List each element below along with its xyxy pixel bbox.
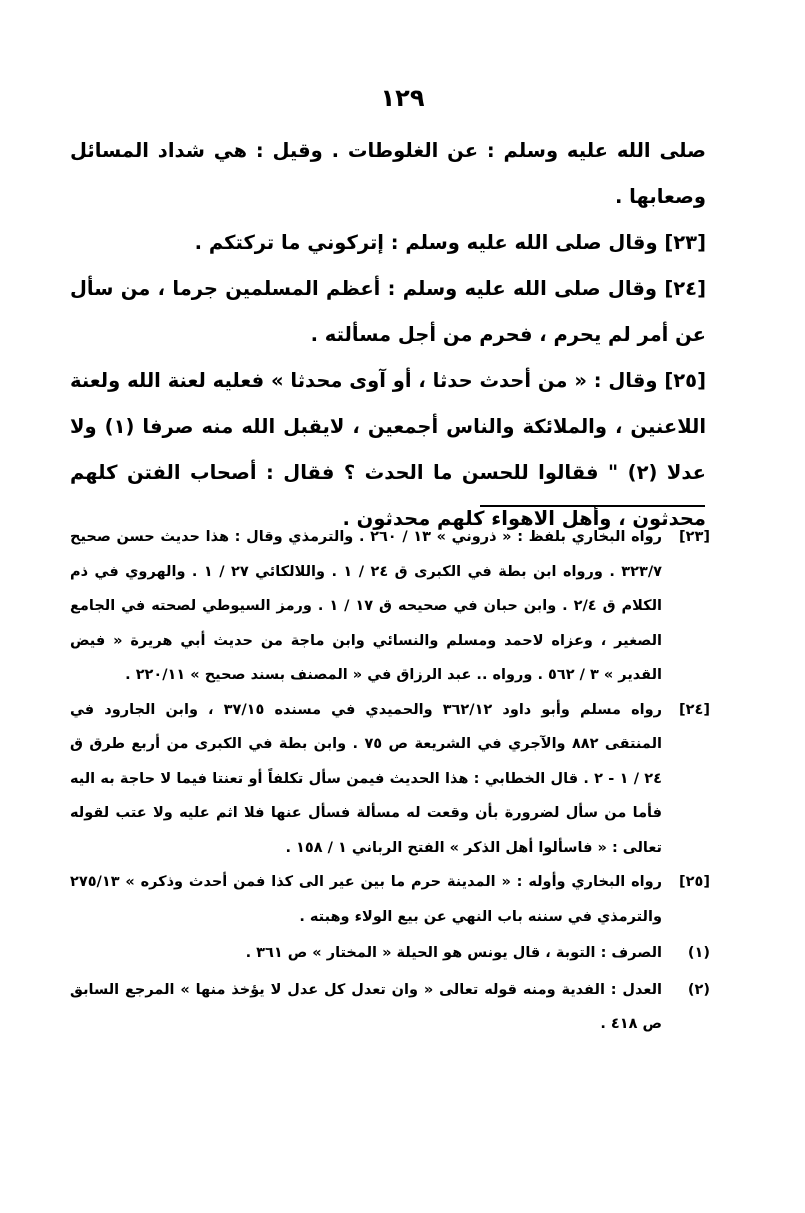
paragraph-intro: صلى الله عليه وسلم : عن الغلوطات . وقيل : هي شداد المسائل وصعابها . — [70, 139, 706, 208]
footnote-2 — [70, 973, 710, 1042]
paragraph-hadith-23: [٢٣] وقال صلى الله عليه وسلم : إتركوني ما تركتكم . — [194, 231, 706, 254]
footnote-23 — [70, 520, 710, 693]
footnote-marker: [٢٣] — [679, 529, 710, 545]
footnote-1 — [70, 936, 710, 971]
footnotes — [70, 520, 710, 1042]
footnote-text: رواه مسلم وأبو داود ٣٦٢/١٢ والحميدي في مسنده ٣٧/١٥ ، وابن الجارود في المنتقى ٨٨٢ والآجري في الشريعة ص ٧٥ . وابن بطة في الكبرى من أربع طرق ق ٢٤ / ١ - ٢ . قال الخطابي : هذا الحديث فيمن سأل تكلفاً أو تعنتا فيما لا حاجة به اليه فأما من سأل لضرورة بأن وقعت له مسألة فسأل عنها فلا اثم عليه ولا عتب لقوله تعالى : « فاسألوا أهل الذكر » الفتح الرباني ١ / ١٥٨ . — [70, 701, 662, 856]
footnote-24 — [70, 693, 710, 866]
footnote-text: الصرف : التوبة ، قال يونس هو الحيلة « المختار » ص ٣٦١ . — [245, 945, 662, 961]
footnote-25 — [70, 865, 710, 934]
main-text — [70, 128, 706, 542]
footnote-marker: (١) — [687, 945, 710, 961]
footnote-marker: (٢) — [687, 981, 710, 998]
paragraph-hadith-25: [٢٥] وقال : « من أحدث حدثا ، أو آوى محدثا » فعليه لعنة الله ولعنة اللاعنين ، والملائكة والناس أجمعين ، لايقبل الله منه صرفا (١) ولا عدلا (٢) " فقالوا للحسن ما الحدث ؟ فقال : أصحاب الفتن كلهم محدثون ، وأهل الاهواء كلهم محدثون . — [70, 369, 707, 530]
footnote-text: العدل : الفدية ومنه قوله تعالى « وان تعدل كل عدل لا يؤخذ منها » المرجع السابق ص ٤١٨ . — [70, 981, 662, 1032]
footnote-separator — [480, 505, 705, 507]
footnote-text: رواه البخاري بلفظ : « ذروني » ١٣ / ٢٦٠ . والترمذي وقال : هذا حديث حسن صحيح ٣٢٣/٧ . ورواه ابن بطة في الكبرى ق ٢٤ / ١ . واللالكائي ٢٧ / ١ . والهروي في ذم الكلام ق ٢/٤ . وابن حبان في صحيحه ق ١٧ / ١ . ورمز السيوطي لصحته في الجامع الصغير ، وعزاه لاحمد ومسلم والنسائي وابن ماجة من حديث أبي هريرة « فيض القدير » ٣ / ٥٦٢ . ورواه .. عبد الرزاق في « المصنف بسند صحيح » ٢٢٠/١١ . — [70, 529, 662, 683]
paragraph-hadith-24: [٢٤] وقال صلى الله عليه وسلم : أعظم المسلمين جرما ، من سأل عن أمر لم يحرم ، فحرم من أجل مسألته . — [70, 277, 706, 346]
footnote-marker: [٢٥] — [679, 874, 710, 890]
page-number: ١٢٩ — [380, 84, 425, 112]
footnote-marker: [٢٤] — [679, 701, 710, 718]
footnote-text: رواه البخاري وأوله : « المدينة حرم ما بين عير الى كذا فمن أحدث وذكره » ٢٧٥/١٣ والترمذي في سننه باب النهي عن بيع الولاء وهبته . — [70, 874, 662, 925]
